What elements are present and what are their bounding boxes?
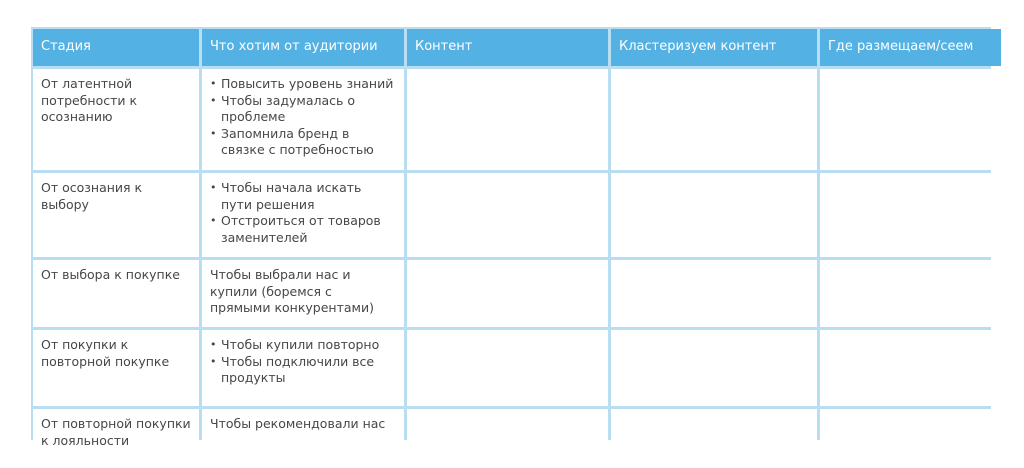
goals-cell: Чтобы выбрали нас и купили (боремся с прямыми конкурентами): [202, 260, 404, 327]
stage-cell: От латентной потребности к осознанию: [33, 69, 199, 170]
cluster-cell[interactable]: [611, 330, 817, 406]
goals-cell: [202, 330, 404, 406]
goal-item: • Чтобы подключили все продукты: [210, 354, 396, 387]
placement-cell[interactable]: [820, 330, 1001, 406]
stage-cell: От выбора к покупке: [33, 260, 199, 327]
header-content: Контент: [407, 29, 608, 66]
goal-item: • Повысить уровень знаний: [210, 76, 396, 93]
stage-cell: От повторной покупки к лояльности: [33, 409, 199, 453]
stage-cell: От осознания к выбору: [33, 173, 199, 257]
placement-cell[interactable]: [820, 409, 1001, 453]
placement-cell[interactable]: [820, 69, 1001, 170]
goal-item: • Отстроиться от товаров заменителей: [210, 213, 396, 246]
goal-item: • Чтобы задумалась о проблеме: [210, 93, 396, 126]
goals-list: [210, 337, 396, 387]
goals-list: [210, 180, 396, 246]
content-cell[interactable]: [407, 260, 608, 327]
cluster-cell[interactable]: [611, 173, 817, 257]
content-cell[interactable]: [407, 330, 608, 406]
goals-cell: [202, 173, 404, 257]
placement-cell[interactable]: [820, 173, 1001, 257]
placement-cell[interactable]: [820, 260, 1001, 327]
content-cell[interactable]: [407, 173, 608, 257]
content-cell[interactable]: [407, 409, 608, 453]
header-cluster-content: Кластеризуем контент: [611, 29, 817, 66]
cluster-cell[interactable]: [611, 260, 817, 327]
cluster-cell[interactable]: [611, 69, 817, 170]
cluster-cell[interactable]: [611, 409, 817, 453]
goal-item: • Чтобы начала искать пути решения: [210, 180, 396, 213]
content-cell[interactable]: [407, 69, 608, 170]
header-audience-goals: Что хотим от аудитории: [202, 29, 404, 66]
goals-list: [210, 76, 396, 159]
header-placement: Где размещаем/сеем: [820, 29, 1001, 66]
goals-cell: Чтобы рекомендовали нас: [202, 409, 404, 453]
goal-item: • Запомнила бренд в связке с потребностью: [210, 126, 396, 159]
goals-cell: [202, 69, 404, 170]
goal-item: • Чтобы купили повторно: [210, 337, 396, 354]
stage-table: [31, 27, 991, 448]
stage-cell: От покупки к повторной покупке: [33, 330, 199, 406]
header-stage: Стадия: [33, 29, 199, 66]
